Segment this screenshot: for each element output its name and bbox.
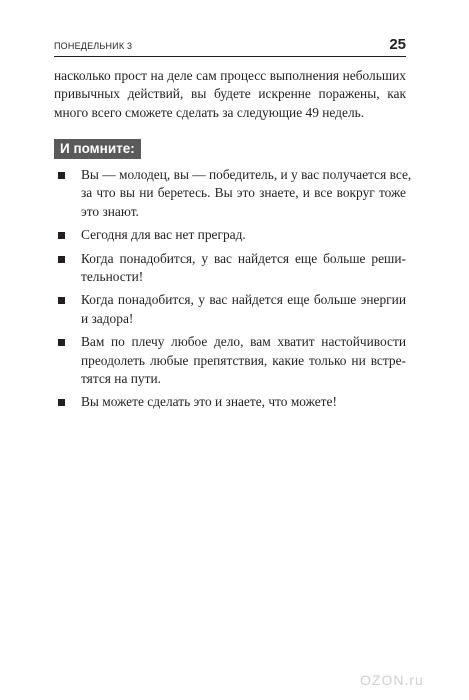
square-bullet-icon xyxy=(58,256,65,263)
square-bullet-icon xyxy=(58,339,65,346)
intro-line: привычных действий, вы будете искренне поражены, как xyxy=(54,86,406,102)
intro-line: насколько прост на деле сам процесс выполнения небольших xyxy=(54,68,406,83)
section-heading: И помните: xyxy=(54,139,141,159)
list-item-line: тельности! xyxy=(81,269,144,285)
square-bullet-icon xyxy=(58,399,65,406)
square-bullet-icon xyxy=(58,172,65,179)
list-item-line: Сегодня для вас нет преград. xyxy=(81,227,246,243)
square-bullet-icon xyxy=(58,297,65,304)
list-item-line: Вы — молодец, вы — победитель, и у вас получается все, xyxy=(81,167,412,182)
page-number: 25 xyxy=(389,36,406,53)
list-item xyxy=(54,333,406,388)
list-item-line: Вам по плечу любое дело, вам хватит настойчивости xyxy=(81,334,406,350)
list-item-line: Когда понадобится, у вас найдется еще больше реши- xyxy=(81,250,406,266)
list-item xyxy=(54,393,406,411)
list-item-line: Вы можете сделать это и знаете, что можете! xyxy=(81,394,337,410)
list-item xyxy=(54,166,412,221)
ozon-watermark: OZON.ru xyxy=(360,672,424,688)
list-item-line: и задора! xyxy=(81,310,134,326)
square-bullet-icon xyxy=(58,232,65,239)
intro-line: много всего сможете сделать за следующие 49 недель. xyxy=(54,104,365,120)
list-item xyxy=(54,226,406,244)
reminder-list xyxy=(54,166,412,417)
list-item-line: за что вы ни беретесь. Вы это знаете, и все вокруг тоже xyxy=(81,185,406,201)
chapter-title: ПОНЕДЕЛЬНИК 3 xyxy=(54,41,133,51)
list-item xyxy=(54,250,406,287)
intro-paragraph xyxy=(54,67,406,122)
list-item-line: это знают. xyxy=(81,203,139,219)
list-item-line: Когда понадобится, у вас найдется еще больше энергии xyxy=(81,292,406,308)
list-item xyxy=(54,291,406,328)
list-item-line: преодолеть любые препятствия, какие только ни встре- xyxy=(81,352,406,368)
list-item-line: тятся на пути. xyxy=(81,371,161,387)
running-header xyxy=(54,36,406,57)
